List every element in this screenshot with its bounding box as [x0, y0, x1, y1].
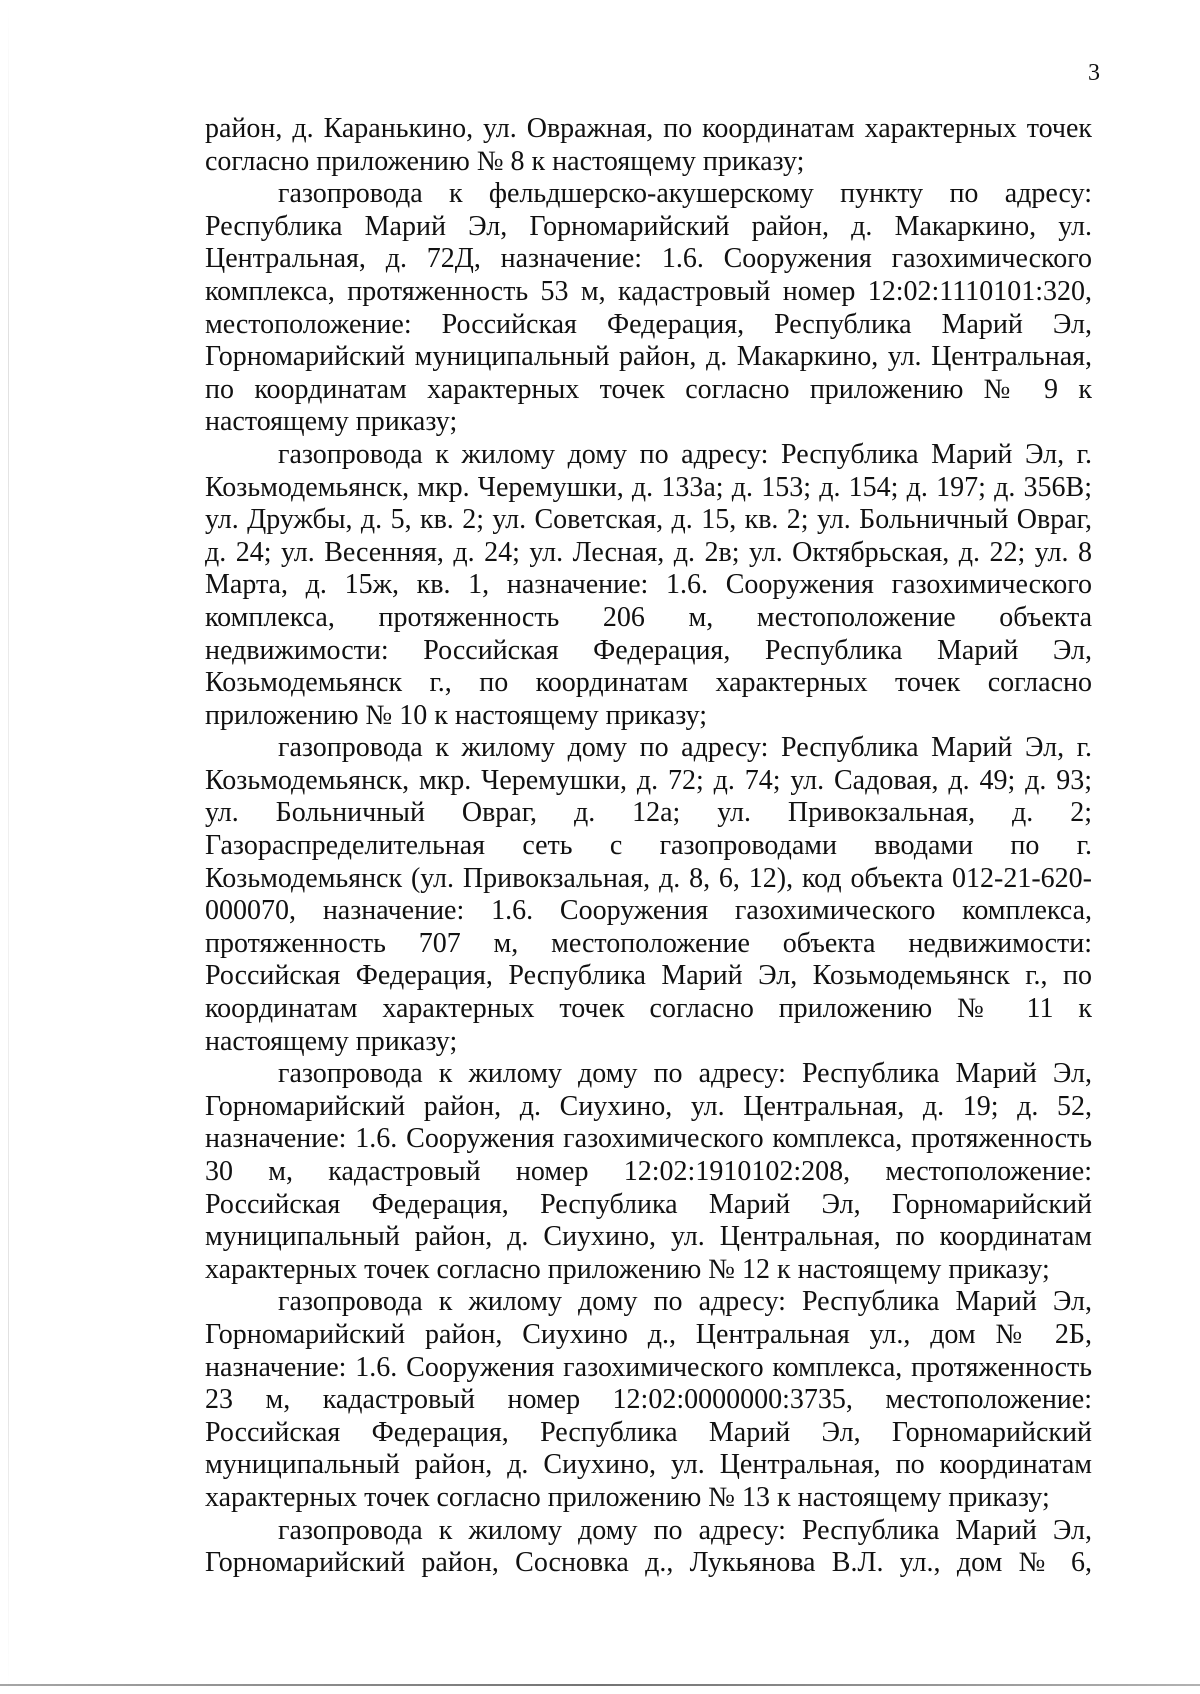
paragraph-gas-pipeline-kozmodemyansk-1: газопровода к жилому дому по адресу: Республика Марий Эл, г. Козьмодемьянск, мкр. Черемушки, д. 133а; д. 153; д. 154; д. 197; д. 356В; ул. Дружбы, д. 5, кв. 2; ул. Советская, д. 15, кв. 2; ул. Больничный Овраг, д. 24; ул. Весенняя, д. 24; ул. Лесная, д. 2в; ул. Октябрьская, д. 22; ул. 8 Марта, д. 15ж, кв. 1, назначение: 1.6. Сооружения газохимического комплекса, протяженность 206 м, местоположение объекта недвижимости: Российская Федерация, Республика Марий Эл, Козьмодемьянск г., по координатам характерных точек согласно приложению № 10 к настоящему приказу; [205, 438, 1092, 731]
paragraph-continuation: район, д. Каранькино, ул. Овражная, по координатам характерных точек согласно приложению № 8 к настоящему приказу; [205, 113, 1092, 177]
paragraph-gas-pipeline-kozmodemyansk-2: газопровода к жилому дому по адресу: Республика Марий Эл, г. Козьмодемьянск, мкр. Черемушки, д. 72; д. 74; ул. Садовая, д. 49; д. 93; ул. Больничный Овраг, д. 12а; ул. Привокзальная, д. 2; Газораспределительная сеть с газопроводами вводами по г. Козьмодемьянск (ул. Привокзальная, д. 8, 6, 12), код объекта 012-21-620-000070, назначение: 1.6. Сооружения газохимического комплекса, протяженность 707 м, местоположение объекта недвижимости: Российская Федерация, Республика Марий Эл, Козьмодемьянск г., по координатам характерных точек согласно приложению № 11 к настоящему приказу; [205, 732, 1092, 1057]
paragraph-gas-pipeline-siukhino-1: газопровода к жилому дому по адресу: Республика Марий Эл, Горномарийский район, д. Сиухино, ул. Центральная, д. 19; д. 52, назначение: 1.6. Сооружения газохимического комплекса, протяженность 30 м, кадастровый номер 12:02:1910102:208, местоположение: Российская Федерация, Республика Марий Эл, Горномарийский муниципальный район, д. Сиухино, ул. Центральная, по координатам характерных точек согласно приложению № 12 к настоящему приказу; [205, 1058, 1092, 1285]
scan-bottom-edge [0, 1684, 1200, 1686]
paragraph-gas-pipeline-makarkino: газопровода к фельдшерско-акушерскому пункту по адресу: Республика Марий Эл, Горномарийский район, д. Макаркино, ул. Центральная, д. 72Д, назначение: 1.6. Сооружения газохимического комплекса, протяженность 53 м, кадастровый номер 12:02:1110101:320, местоположение: Российская Федерация, Республика Марий Эл, Горномарийский муниципальный район, д. Макаркино, ул. Центральная, по координатам характерных точек согласно приложению № 9 к настоящему приказу; [205, 178, 1092, 438]
scan-edge-line [8, 0, 9, 1694]
page-number: 3 [1088, 60, 1100, 86]
document-body [205, 113, 1092, 1580]
paragraph-gas-pipeline-siukhino-2: газопровода к жилому дому по адресу: Республика Марий Эл, Горномарийский район, Сиухино д., Центральная ул., дом № 2Б, назначение: 1.6. Сооружения газохимического комплекса, протяженность 23 м, кадастровый номер 12:02:0000000:3735, местоположение: Российская Федерация, Республика Марий Эл, Горномарийский муниципальный район, д. Сиухино, ул. Центральная, по координатам характерных точек согласно приложению № 13 к настоящему приказу; [205, 1286, 1092, 1513]
paragraph-gas-pipeline-sosnovka: газопровода к жилому дому по адресу: Республика Марий Эл, Горномарийский район, Сосновка д., Лукьянова В.Л. ул., дом № 6, [205, 1514, 1092, 1579]
